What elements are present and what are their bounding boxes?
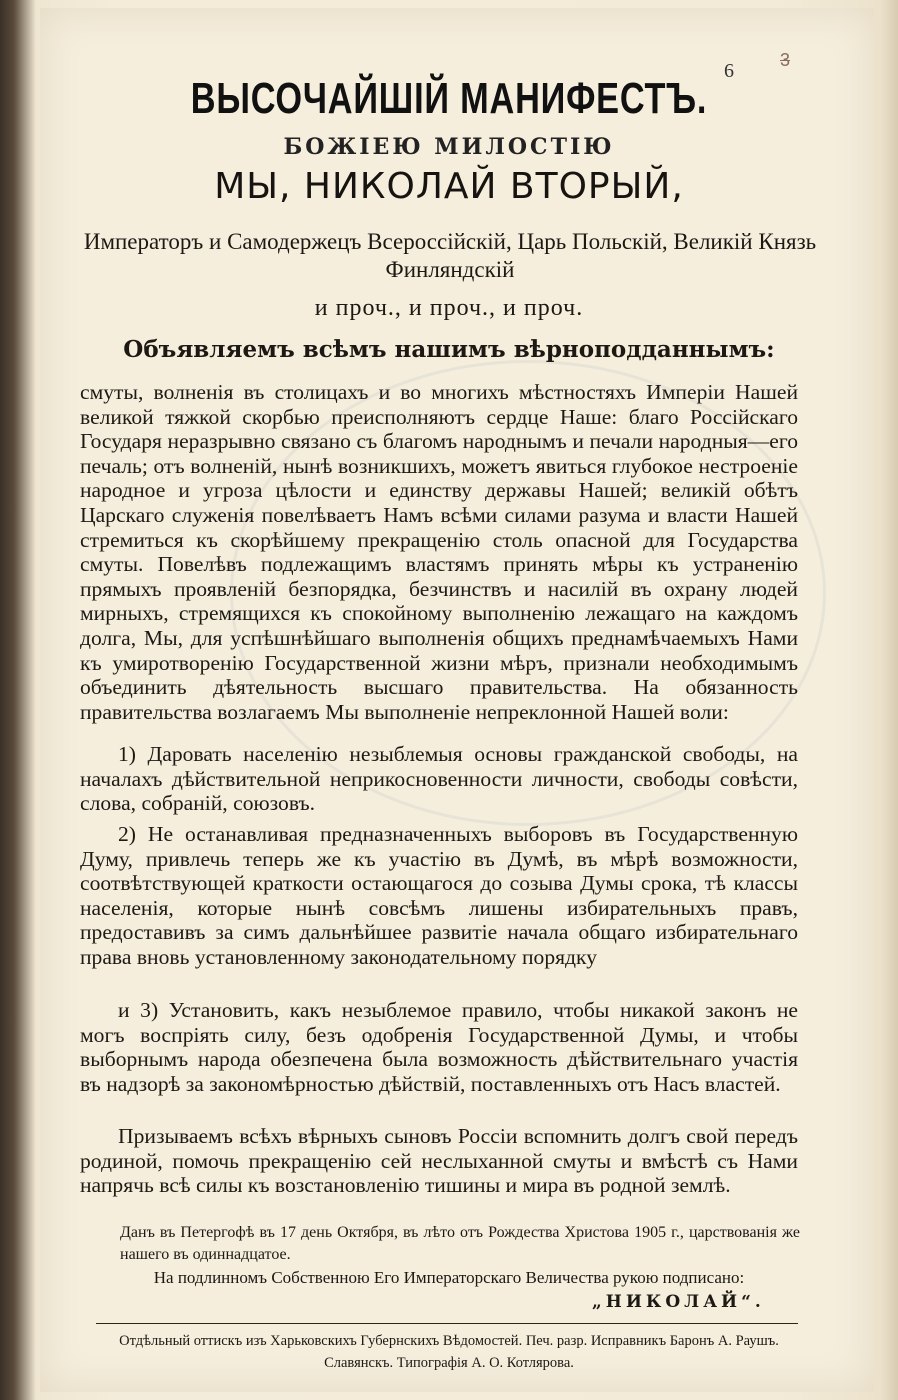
provision-1: 1) Даровать населенію незыблемыя основы гражданской свободы, на началахъ дѣйствительной неприкосновенности личности, свободы совѣсти, слова, собраній, союзовъ. — [80, 742, 798, 816]
imprint-line-1: Отдѣльный оттискъ изъ Харьковскихъ Губернскихъ Вѣдомостей. Печ. разр. Исправникъ Баронъ А. Раушъ. — [119, 1333, 779, 1349]
footer-divider — [96, 1323, 798, 1324]
page-title: ВЫСОЧАЙШІЙ МАНИФЕСТЪ. — [190, 74, 708, 123]
appeal-paragraph: Призываемъ всѣхъ вѣрныхъ сыновъ Россіи вспомнить долгъ свой передъ родиной, помочь прекращенію сей неслыханной смуты и вмѣстѣ съ Нами напрячь всѣ силы къ возстановленію тишины и мира въ родной землѣ. — [80, 1124, 798, 1198]
provision-2: 2) Не останавливая предназначенныхъ выборовъ въ Государственную Думу, привлечь теперь же къ участію въ Думѣ, въ мѣрѣ возможности, соотвѣтствующей краткости остающагося до созыва Думы срока, тѣ классы населенія, которые нынѣ совсѣмъ лишены избирательныхъ правъ, предоставивъ за симъ дальнѣйшее развитіе начала общаго избирательнаго права вновь установленному законодательному порядку — [80, 822, 798, 969]
page-number: 6 — [724, 60, 734, 82]
signature: „НИКОЛАЙ“. — [592, 1292, 765, 1312]
sovereign-name: МЫ, НИКОЛАЙ ВТОРЫЙ, — [214, 166, 684, 207]
grace-formula: БОЖІЕЮ МИЛОСТІЮ — [283, 134, 615, 160]
announcement-heading: Объявляемъ всѣмъ нашимъ вѣрноподданнымъ: — [123, 336, 775, 363]
archive-mark: 3 — [780, 50, 791, 70]
intro-paragraph: смуты, волненія въ столицахъ и во многихъ мѣстностяхъ Имперіи Нашей великой тяжкой скорбью преисполняютъ сердце Наше: благо Россійскаго Государя неразрывно связано съ благомъ народнымъ и печали народныя—его печаль; отъ волненій, нынѣ возникшихъ, можетъ явиться глубокое нестроеніе народное и угроза цѣлости и единству державы Нашей; великій обѣтъ Царскаго служенія повелѣваетъ Намъ всѣми силами разума и власти Нашей стремиться къ скорѣйшему прекращенію столь опасной для Государства смуты. Повелѣвъ подлежащимъ властямъ принять мѣры къ устраненію прямыхъ проявленій безпорядка, безчинствъ и насилій въ охрану людей мирныхъ, стремящихся къ спокойному выполненію лежащаго на каждомъ долга, Мы, для успѣшнѣйшаго выполненія общихъ преднамѣчаемыхъ Нами къ умиротворенію Государственной жизни мѣръ, признали необходимымъ объединить дѣятельность высшаго правительства. На обязанность правительства возлагаемъ Мы выполненіе непреклонной Нашей воли: — [80, 380, 798, 724]
signed-note: На подлинномъ Собственною Его Императорскаго Величества рукою подписано: — [153, 1268, 745, 1287]
imprint-line-2: Славянскъ. Типографія А. О. Котлярова. — [324, 1355, 574, 1371]
etc-line: и проч., и проч., и проч. — [314, 295, 584, 321]
sovereign-titles: Императоръ и Самодержецъ Всероссійскій, Царь Польскій, Великій Князь Финляндскій — [83, 229, 817, 282]
provision-3: и 3) Установить, какъ незыблемое правило, чтобы никакой законъ не могъ воспріять силу, безъ одобренія Государственной Думы, и чтобы выборнымъ народа обезпечена была возможность дѣйствительнаго участія въ надзорѣ за закономѣрностью дѣйствій, поставленныхъ отъ Насъ властей. — [80, 998, 798, 1096]
printer-imprint — [80, 1330, 818, 1374]
date-place-line: Данъ въ Петергофѣ въ 17 день Октября, въ лѣто отъ Рождества Христова 1905 г., царствованія же нашего въ одиннадцатое. — [120, 1224, 800, 1263]
